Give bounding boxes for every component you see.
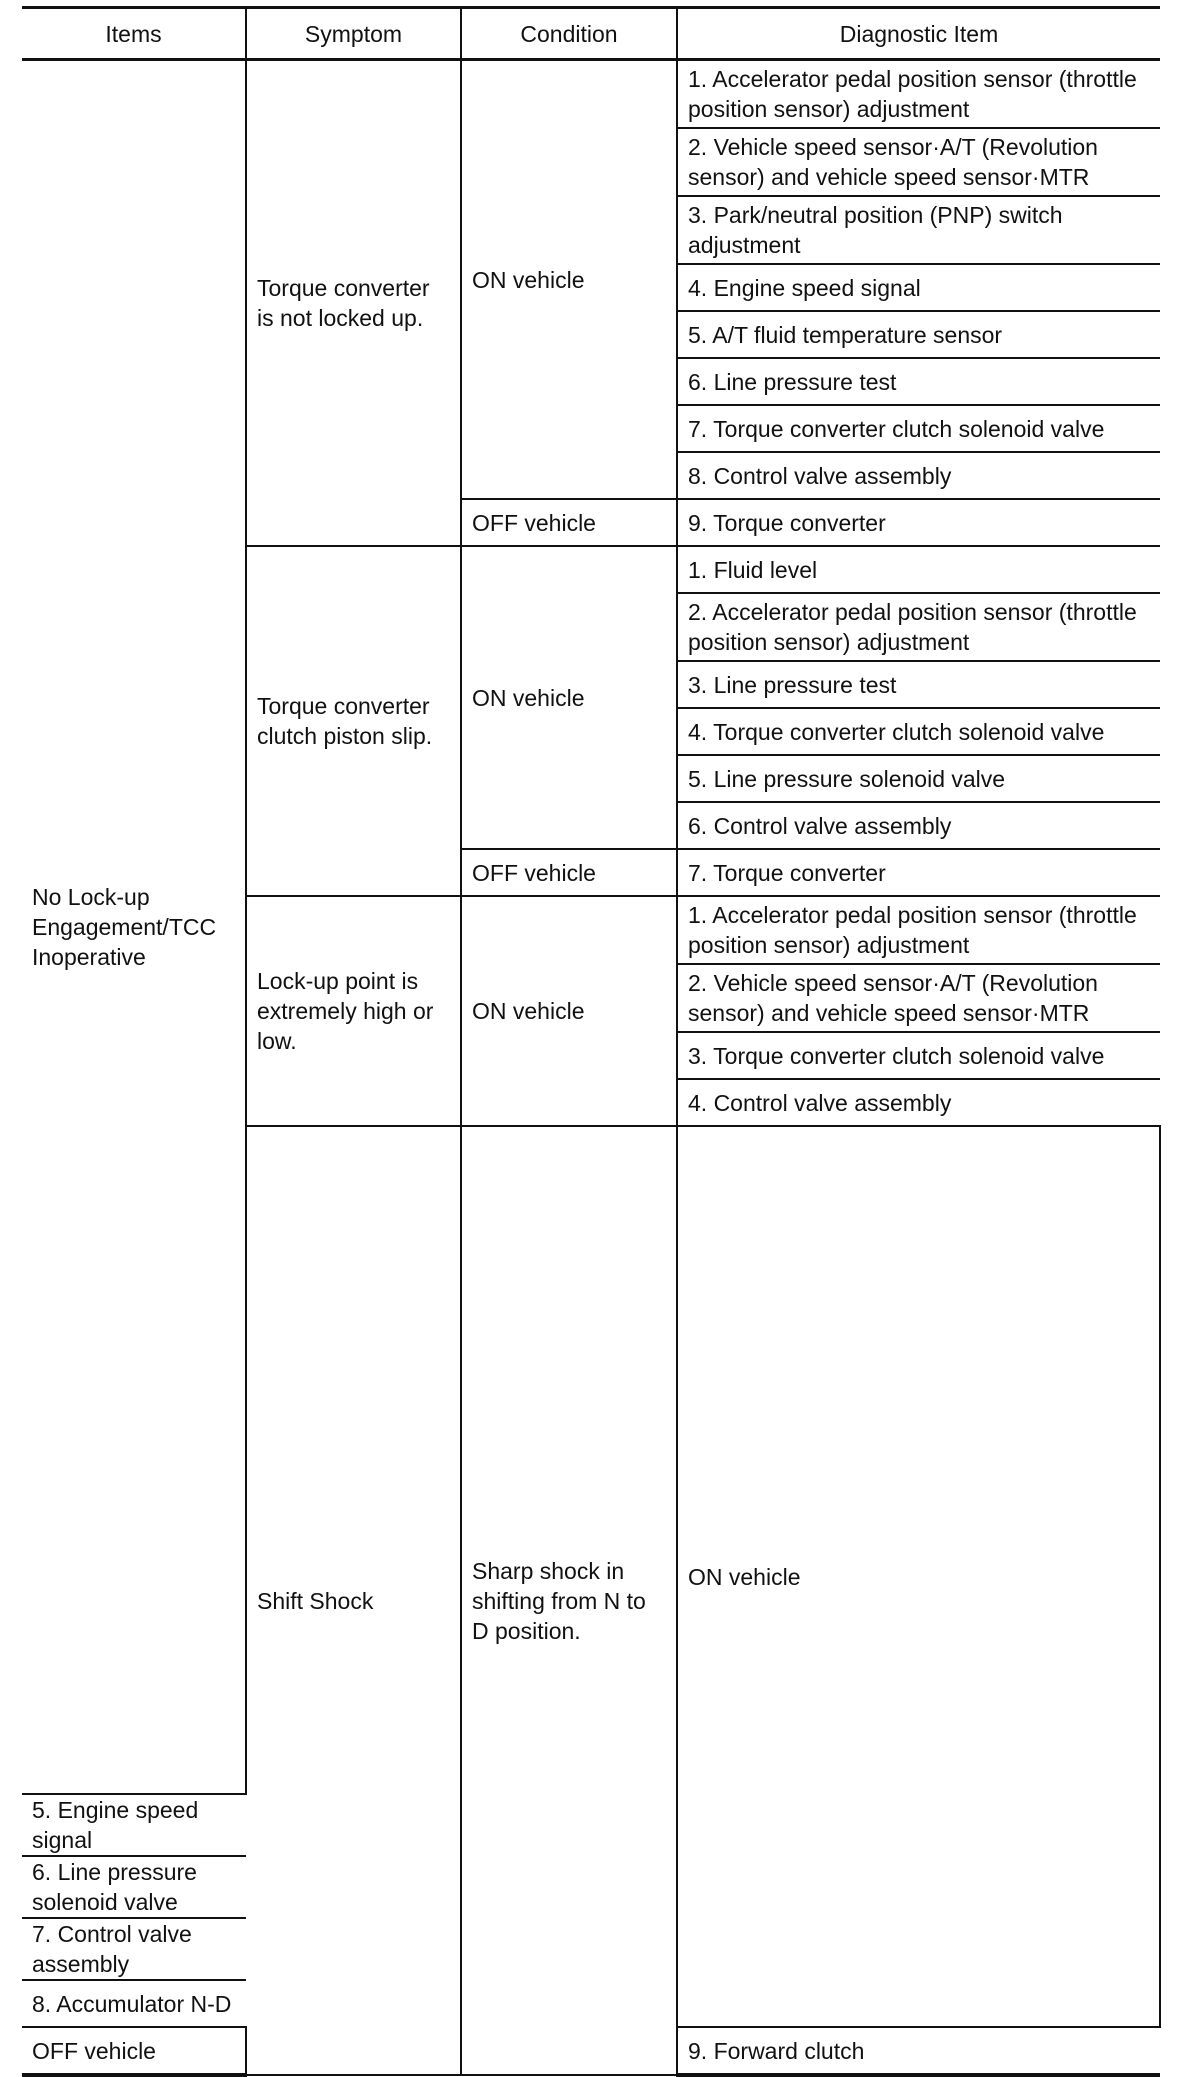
diagnostic-item: 6. Line pressure test (677, 358, 1160, 405)
item-cell: Shift Shock (246, 1126, 461, 2075)
diagnostic-item: 6. Control valve assembly (677, 802, 1160, 849)
header-row (22, 8, 1160, 60)
diagnostic-item: 7. Torque converter (677, 849, 1160, 896)
header-items: Items (22, 8, 246, 60)
condition-cell: ON vehicle (461, 60, 677, 500)
condition-cell: OFF vehicle (461, 499, 677, 546)
condition-cell: OFF vehicle (22, 2027, 246, 2075)
header-condition: Condition (461, 8, 677, 60)
diagnostic-item: 5. A/T fluid temperature sensor (677, 311, 1160, 358)
symptom-cell: Torque converter clutch piston slip. (246, 546, 461, 896)
item-cell: No Lock-up Engagement/TCC Inoperative (22, 60, 246, 1795)
diagnostic-item: 7. Torque converter clutch solenoid valve (677, 405, 1160, 452)
condition-cell: ON vehicle (461, 896, 677, 1126)
diagnostic-item: 4. Engine speed signal (677, 264, 1160, 311)
diagnostic-item: 1. Accelerator pedal position sensor (throttle position sensor) adjustment (677, 60, 1160, 129)
diagnostic-item: 3. Line pressure test (677, 661, 1160, 708)
condition-cell: OFF vehicle (461, 849, 677, 896)
diagnostic-item: 2. Vehicle speed sensor·A/T (Revolution sensor) and vehicle speed sensor·MTR (677, 964, 1160, 1032)
header-diagnostic-item: Diagnostic Item (677, 8, 1160, 60)
diagnostic-item: 4. Torque converter clutch solenoid valve (677, 708, 1160, 755)
condition-cell: ON vehicle (461, 546, 677, 849)
diagnostic-item: 9. Torque converter (677, 499, 1160, 546)
condition-cell: ON vehicle (677, 1126, 1160, 2027)
header-symptom: Symptom (246, 8, 461, 60)
diagnostic-item: 7. Control valve assembly (22, 1918, 246, 1980)
symptom-cell: Sharp shock in shifting from N to D position. (461, 1126, 677, 2075)
symptom-cell: Torque converter is not locked up. (246, 60, 461, 547)
diagnostic-item: 8. Accumulator N-D (22, 1980, 246, 2027)
symptom-cell: Lock-up point is extremely high or low. (246, 896, 461, 1126)
diagnostic-item: 1. Accelerator pedal position sensor (throttle position sensor) adjustment (677, 896, 1160, 964)
diagnostic-item: 3. Torque converter clutch solenoid valve (677, 1032, 1160, 1079)
diagnostic-item: 2. Accelerator pedal position sensor (throttle position sensor) adjustment (677, 593, 1160, 661)
diagnostic-item: 5. Engine speed signal (22, 1794, 246, 1856)
diagnostic-item: 9. Forward clutch (677, 2027, 1160, 2075)
diagnostic-item: 1. Fluid level (677, 546, 1160, 593)
diagnostic-item: 2. Vehicle speed sensor·A/T (Revolution sensor) and vehicle speed sensor·MTR (677, 128, 1160, 196)
table-row (22, 60, 1160, 129)
diagnostic-item: 8. Control valve assembly (677, 452, 1160, 499)
diagnostic-item: 5. Line pressure solenoid valve (677, 755, 1160, 802)
diagnostic-table (22, 6, 1160, 2077)
diagnostic-item: 3. Park/neutral position (PNP) switch adjustment (677, 196, 1160, 264)
diagnostic-item: 6. Line pressure solenoid valve (22, 1856, 246, 1918)
diagnostic-item: 4. Control valve assembly (677, 1079, 1160, 1126)
